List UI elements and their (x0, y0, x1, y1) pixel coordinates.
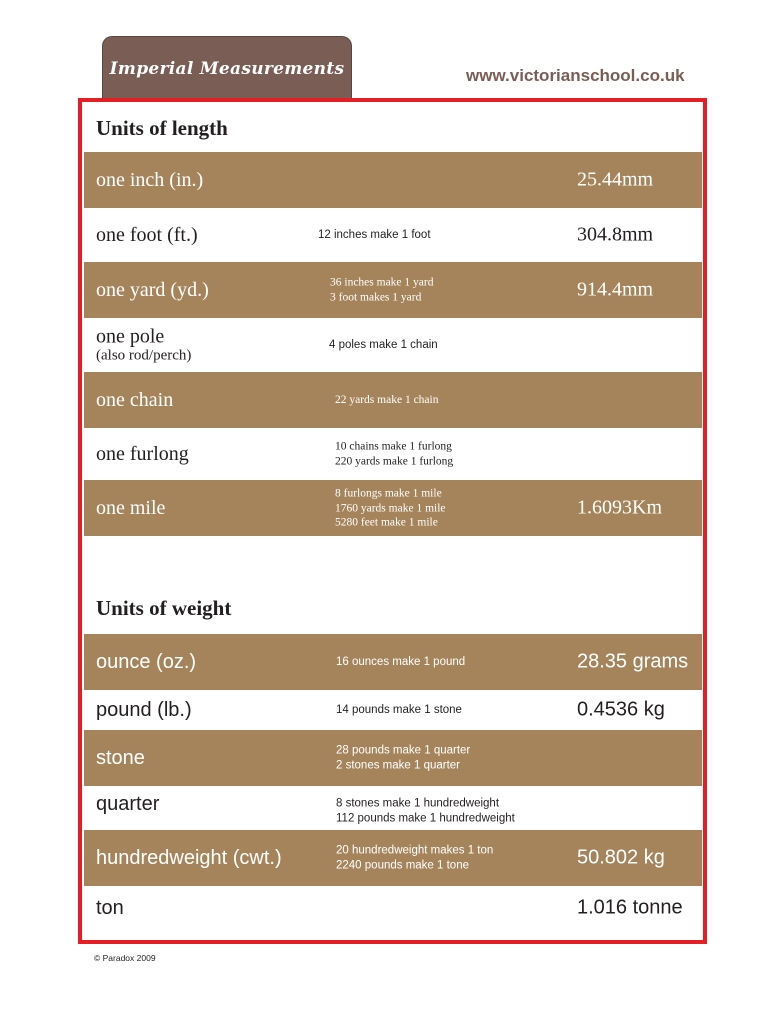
unit-notes (318, 228, 431, 243)
table-row-chain (84, 372, 702, 428)
unit-notes (329, 338, 438, 353)
note-line: 12 inches make 1 foot (318, 228, 431, 241)
unit-value: 914.4mm (577, 278, 654, 301)
unit-notes (335, 440, 453, 469)
table-row-stone (84, 730, 702, 786)
note-line: 112 pounds make 1 hundredweight (336, 812, 515, 824)
note-line: 8 stones make 1 hundredweight (336, 797, 500, 810)
length-heading: Units of length (96, 116, 228, 140)
page-title: Imperial Measurements (109, 58, 345, 79)
unit-value: 304.8mm (577, 223, 654, 246)
unit-value: 1.016 tonne (577, 896, 683, 919)
note-line: 22 yards make 1 chain (335, 393, 439, 406)
title-tab (102, 36, 352, 100)
unit-name: stone (96, 747, 145, 769)
note-line: 5280 feet make 1 mile (335, 516, 438, 529)
note-line: 2240 pounds make 1 tone (336, 859, 469, 871)
unit-notes (336, 744, 470, 773)
unit-name-main: one pole (96, 325, 165, 348)
unit-name: one mile (96, 497, 166, 519)
note-line: 10 chains make 1 furlong (335, 440, 452, 453)
note-line: 8 furlongs make 1 mile (335, 487, 442, 500)
table-row-inch (84, 152, 702, 208)
weight-heading: Units of weight (96, 596, 232, 620)
note-line: 14 pounds make 1 stone (336, 703, 462, 716)
unit-name-sub: (also rod/perch) (96, 347, 192, 364)
copyright-notice: © Paradox 2009 (94, 953, 156, 963)
unit-name: ton (96, 897, 124, 919)
unit-name (96, 326, 191, 365)
note-line: 220 yards make 1 furlong (335, 455, 454, 467)
table-row-yard (84, 262, 702, 318)
note-line: 3 foot makes 1 yard (330, 291, 422, 303)
unit-notes (335, 393, 438, 408)
unit-name: ounce (oz.) (96, 651, 197, 673)
unit-name: one yard (yd.) (96, 279, 209, 301)
unit-name: one chain (96, 389, 174, 411)
note-line: 28 pounds make 1 quarter (336, 744, 471, 757)
table-row-mile (84, 480, 702, 536)
website-url[interactable]: www.victorianschool.co.uk (466, 66, 685, 85)
unit-value: 1.6093Km (577, 496, 662, 519)
note-line: 20 hundredweight makes 1 ton (336, 844, 494, 857)
table-row-quarter (84, 786, 702, 830)
unit-value: 0.4536 kg (577, 698, 665, 721)
table-row-foot (84, 208, 702, 262)
unit-value: 28.35 grams (577, 650, 689, 673)
table-row-furlong (84, 428, 702, 480)
unit-notes (330, 276, 433, 305)
unit-notes (336, 655, 465, 670)
note-line: 36 inches make 1 yard (330, 276, 434, 289)
note-line: 1760 yards make 1 mile (335, 501, 446, 514)
unit-notes (336, 703, 462, 718)
unit-notes (335, 486, 446, 530)
unit-name: hundredweight (cwt.) (96, 847, 282, 869)
table-row-pound (84, 690, 702, 730)
unit-notes (336, 844, 493, 873)
unit-name: quarter (96, 793, 160, 815)
unit-name: one furlong (96, 443, 189, 465)
unit-name: one foot (ft.) (96, 224, 198, 246)
unit-name: pound (lb.) (96, 699, 192, 721)
table-row-ounce (84, 634, 702, 690)
table-row-pole (84, 318, 702, 372)
unit-value: 25.44mm (577, 168, 654, 191)
unit-name: one inch (in.) (96, 169, 204, 191)
note-line: 2 stones make 1 quarter (336, 759, 461, 771)
unit-notes (336, 797, 515, 826)
note-line: 16 ounces make 1 pound (336, 655, 466, 668)
unit-value: 50.802 kg (577, 846, 665, 869)
note-line: 4 poles make 1 chain (329, 338, 438, 351)
table-row-hundredweight (84, 830, 702, 886)
table-row-ton (84, 886, 702, 930)
